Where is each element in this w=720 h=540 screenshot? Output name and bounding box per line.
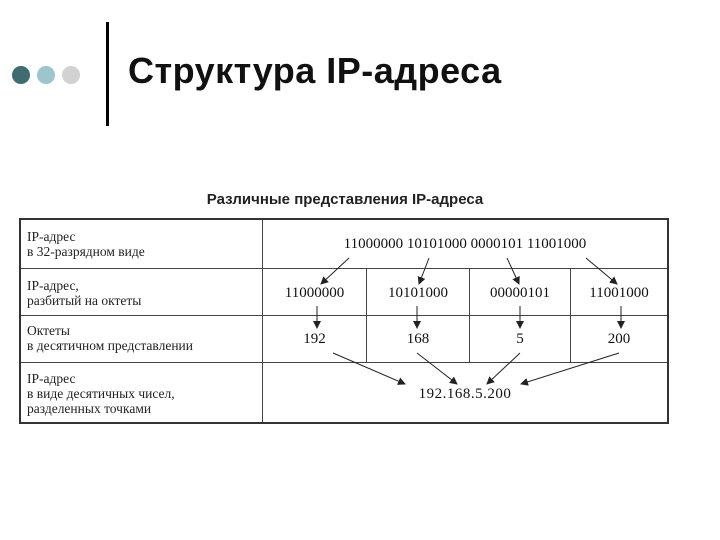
dot-light	[37, 66, 55, 84]
binary-octet-3: 00000101	[490, 285, 550, 301]
decimal-octet-1: 192	[303, 331, 326, 347]
arrow	[586, 258, 617, 284]
ip-representation-table	[19, 218, 669, 424]
decimal-octet-2: 168	[406, 331, 430, 347]
arrow	[521, 353, 619, 384]
row-label: Октеты в десятичном представлении	[27, 323, 194, 353]
dotted-decimal-value: 192.168.5.200	[418, 386, 512, 402]
slide-title: Структура IP-адреса	[128, 50, 502, 91]
title-divider	[106, 22, 109, 126]
conversion-arrows	[21, 220, 667, 422]
dot-dark	[12, 66, 30, 84]
arrow	[321, 258, 349, 284]
decimal-octet-3: 5	[516, 331, 524, 347]
bullet-dots	[12, 65, 80, 85]
arrow	[333, 353, 405, 384]
binary-octet-1: 11000000	[284, 285, 345, 301]
binary-octet-4: 11001000	[589, 285, 649, 301]
arrow	[507, 258, 519, 284]
row-label: IP-адрес в виде десятичных чисел, разделенных точками	[27, 371, 175, 416]
binary-32bit-value: 11000000 10101000 0000101 11001000	[343, 236, 587, 252]
dot-grey	[62, 66, 80, 84]
row-label: IP-адрес, разбитый на октеты	[27, 278, 142, 308]
arrow	[419, 258, 429, 284]
decimal-octet-4: 200	[607, 331, 631, 347]
arrow	[487, 353, 520, 384]
binary-octet-2: 10101000	[388, 285, 448, 301]
arrow	[417, 353, 457, 384]
figure-caption: Различные представления IP-адреса	[206, 191, 484, 208]
row-label: IP-адрес в 32-разрядном виде	[27, 229, 145, 259]
